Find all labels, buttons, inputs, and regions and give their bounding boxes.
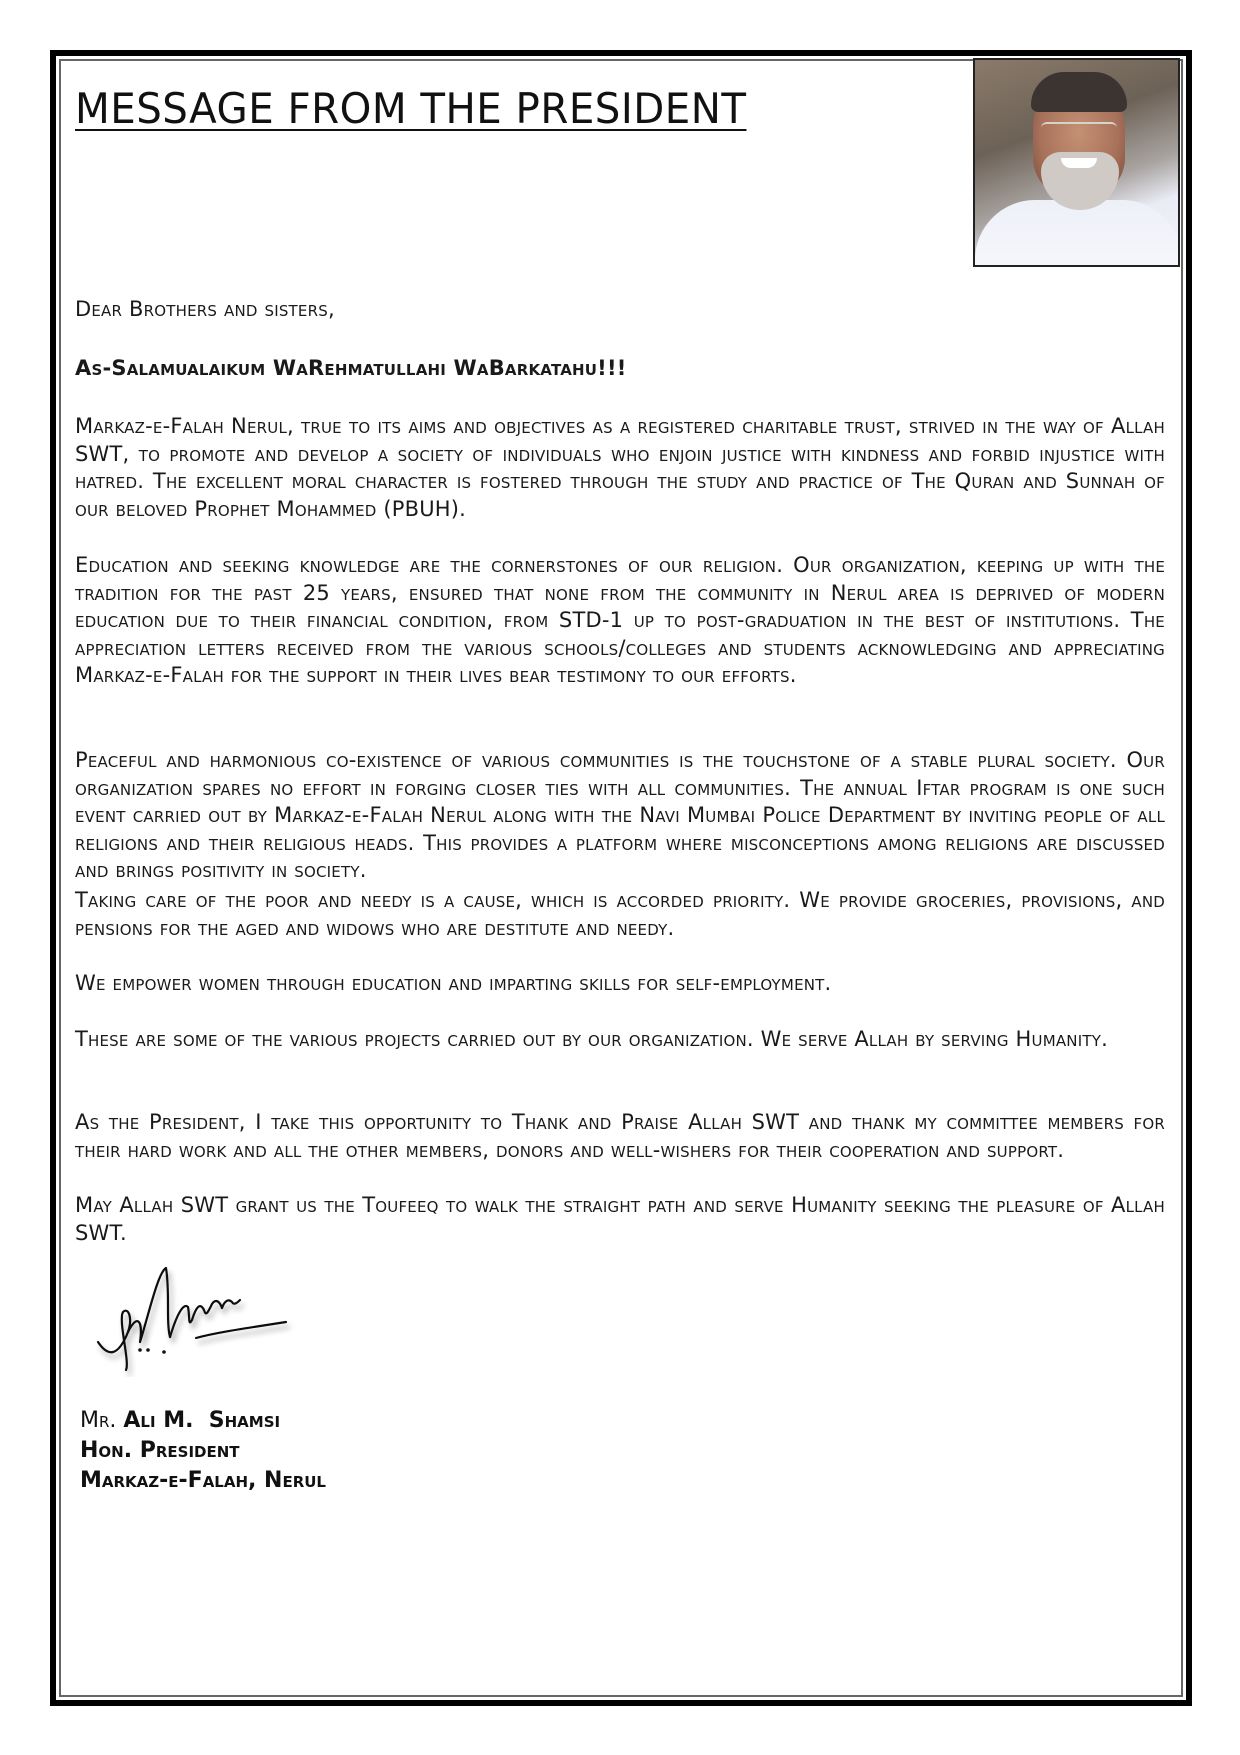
paragraph-prayer: May Allah SWT grant us the Toufeeq to walk the straight path and serve Humanity seeking the pleasure of Allah SWT. (75, 1193, 1165, 1245)
signer-name: Ali M. Shamsi (123, 1408, 281, 1433)
signer-role: Hon. President (80, 1438, 240, 1463)
portrait-shirt (975, 200, 1180, 267)
greeting: Dear Brothers and sisters, (75, 297, 335, 321)
paragraph-projects: These are some of the various projects carried out by our organization. We serve Allah by serving Humanity. (75, 1027, 1108, 1051)
portrait-hair (1031, 72, 1127, 112)
signer-organization: Markaz-e-Falah, Nerul (80, 1468, 326, 1493)
president-photo (973, 58, 1180, 267)
paragraph-women: We empower women through education and imparting skills for self-employment. (75, 971, 832, 995)
signer-prefix: Mr. (80, 1408, 124, 1433)
paragraph-mission: Markaz-e-Falah Nerul, true to its aims and objectives as a registered charitable trust, strived in the way of Allah SWT, to promote and develop a society of individuals who enjoin justice with kindness and forbid injustice with hatred. The excellent moral character is fostered through the study and practice of The Quran and Sunnah of our beloved Prophet Mohammed (PBUH). (75, 414, 1165, 521)
page-title: MESSAGE FROM THE PRESIDENT (75, 84, 747, 133)
salutation: As-Salamualaikum WaRehmatullahi WaBarkatahu!!! (75, 356, 627, 380)
paragraph-poor-needy: Taking care of the poor and needy is a cause, which is accorded priority. We provide groceries, provisions, and pensions for the aged and widows who are destitute and needy. (75, 888, 1165, 940)
paragraph-coexistence: Peaceful and harmonious co-existence of various communities is the touchstone of a stable plural society. Our organization spares no effort in forging closer ties with all communities. The annual Iftar program is one such event carried out by Markaz-e-Falah Nerul along with the Navi Mumbai Police Department by inviting people of all religions and their religious heads. This provides a platform where misconceptions among religions are discussed and brings positivity in society. (75, 748, 1165, 882)
signature-block (80, 1406, 326, 1496)
portrait-glasses (1041, 122, 1117, 138)
signature-icon (88, 1262, 298, 1377)
signer-name-line (80, 1406, 326, 1436)
portrait-smile (1061, 158, 1097, 168)
paragraph-education: Education and seeking knowledge are the cornerstones of our religion. Our organization, keeping up with the tradition for the past 25 years, ensured that none from the community in Nerul area is deprived of modern education due to their financial condition, from STD-1 up to post-graduation in the best of institutions. The appreciation letters received from the various schools/colleges and students acknowledging and appreciating Markaz-e-Falah for the support in their lives bear testimony to our efforts. (75, 553, 1165, 687)
paragraph-thanks: As the President, I take this opportunity to Thank and Praise Allah SWT and thank my committee members for their hard work and all the other members, donors and well-wishers for their cooperation and support. (75, 1110, 1165, 1162)
